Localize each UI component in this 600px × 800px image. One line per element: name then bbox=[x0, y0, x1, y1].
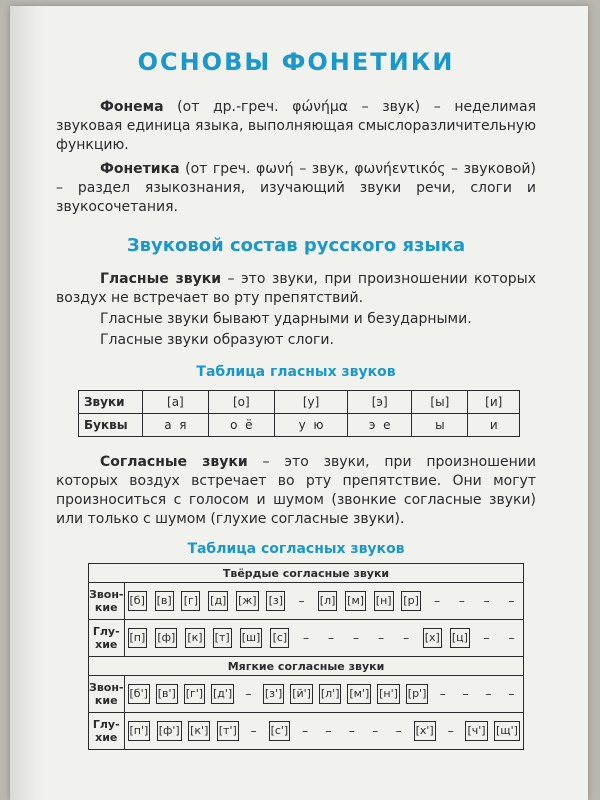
soft-voiced-row bbox=[89, 676, 524, 713]
phoneme-text: (от др.-греч. φώνήμα – звук) – неделимая звуковая единица языка, выполняющая смыслоразличительную функцию. bbox=[56, 99, 536, 153]
consonant-sound: – bbox=[508, 594, 515, 608]
consonant-sound: – bbox=[353, 631, 360, 645]
consonant-sound: [ф] bbox=[155, 628, 177, 648]
vowel-sounds-row bbox=[79, 391, 520, 414]
vowel-letters: ы bbox=[412, 414, 468, 437]
vowel-table-title: Таблица гласных звуков bbox=[196, 364, 396, 380]
vowel-letters: у ю bbox=[274, 414, 347, 437]
phoneme-term: Фонема bbox=[100, 99, 164, 115]
vowel-sound: [ы] bbox=[412, 391, 468, 414]
consonant-sound: [ц] bbox=[450, 628, 470, 648]
page-content bbox=[56, 0, 536, 750]
vowels-syllable-line: Гласные звуки образуют слоги. bbox=[100, 332, 334, 348]
soft-voiced-cells bbox=[124, 676, 524, 713]
voiced-label bbox=[89, 583, 125, 620]
letters-label: Буквы bbox=[79, 414, 143, 437]
sounds-label: Звуки bbox=[79, 391, 143, 414]
vowel-letters: о ё bbox=[208, 414, 274, 437]
consonant-sound: [в] bbox=[155, 591, 174, 611]
consonant-sound: – bbox=[372, 724, 379, 738]
vowel-sound: [и] bbox=[468, 391, 520, 414]
page-title: ОСНОВЫ ФОНЕТИКИ bbox=[137, 48, 455, 76]
phonetics-text: (от греч. φωνή – звук, φωνήεντικός – звуковой) – раздел языкознания, изучающий звуки речи, слоги и звукосочетания. bbox=[56, 161, 536, 215]
consonant-sound: [д'] bbox=[211, 684, 234, 704]
consonant-sound: – bbox=[447, 724, 454, 738]
consonant-sound: [с'] bbox=[269, 721, 291, 741]
consonant-sound: [н] bbox=[374, 591, 394, 611]
vowel-letters: и bbox=[468, 414, 520, 437]
consonant-sound: [х'] bbox=[414, 721, 436, 741]
vowel-table bbox=[78, 390, 520, 437]
consonant-sound: [б] bbox=[128, 591, 147, 611]
hard-voiceless-row bbox=[89, 620, 524, 657]
phoneme-definition bbox=[56, 98, 536, 155]
consonant-sound: [ж] bbox=[236, 591, 259, 611]
consonant-sound: [д] bbox=[208, 591, 228, 611]
consonant-sound: – bbox=[348, 724, 355, 738]
consonant-sound: [т'] bbox=[217, 721, 239, 741]
vowel-sound: [у] bbox=[274, 391, 347, 414]
consonant-sound: – bbox=[483, 631, 490, 645]
soft-consonants-header: Мягкие согласные звуки bbox=[89, 657, 524, 676]
consonant-sound: – bbox=[439, 687, 446, 701]
section-title: Звуковой состав русского языка bbox=[126, 235, 466, 256]
consonant-sound: [м] bbox=[345, 591, 366, 611]
consonant-sound: – bbox=[250, 724, 257, 738]
consonant-sound: [к'] bbox=[188, 721, 210, 741]
consonant-sound: [к] bbox=[185, 628, 204, 648]
consonant-sound: [г'] bbox=[184, 684, 205, 704]
consonant-sound: – bbox=[485, 687, 492, 701]
vowels-definition bbox=[56, 270, 536, 308]
consonant-sound: [й'] bbox=[290, 684, 313, 704]
consonant-sound: – bbox=[328, 631, 334, 645]
consonant-sound: – bbox=[298, 594, 305, 608]
voiced-label-text: Звон-кие bbox=[89, 681, 124, 707]
consonant-sound: [л'] bbox=[319, 684, 342, 704]
hard-voiceless-cells bbox=[124, 620, 524, 657]
consonant-sound: [ш] bbox=[240, 628, 263, 648]
phonetics-definition bbox=[56, 160, 536, 217]
consonants-term: Согласные звуки bbox=[100, 454, 248, 470]
voiceless-label bbox=[89, 620, 125, 657]
soft-header-row bbox=[89, 657, 524, 676]
consonant-sound: – bbox=[403, 631, 410, 645]
consonant-sound: [з'] bbox=[263, 684, 284, 704]
hard-voiced-cells bbox=[124, 583, 524, 620]
consonant-sound: [м'] bbox=[347, 684, 371, 704]
vowel-sound: [о] bbox=[208, 391, 274, 414]
vowels-text: – это звуки, при произношении которых воздух не встречает во рту препятствий. bbox=[56, 271, 536, 306]
consonant-sound: – bbox=[508, 687, 515, 701]
book-spine bbox=[10, 6, 48, 800]
hard-header-row bbox=[89, 564, 524, 583]
consonant-sound: [т] bbox=[213, 628, 232, 648]
consonant-sound: [в'] bbox=[156, 684, 178, 704]
soft-voiceless-row bbox=[89, 713, 524, 750]
hard-consonants-header: Твёрдые согласные звуки bbox=[89, 564, 524, 583]
voiced-label bbox=[89, 676, 125, 713]
vowels-stress-line: Гласные звуки бывают ударными и безударными. bbox=[100, 311, 472, 327]
consonant-sound: – bbox=[508, 631, 515, 645]
vowel-letters: э е bbox=[348, 414, 412, 437]
consonant-sound: [г] bbox=[181, 591, 200, 611]
consonant-sound: – bbox=[462, 687, 469, 701]
consonant-table bbox=[88, 563, 524, 750]
voiceless-label bbox=[89, 713, 125, 750]
vowels-term: Гласные звуки bbox=[100, 271, 222, 287]
consonants-text: – это звуки, при произношении которых воздух встречает во рту препятствие. Они могут произноситься с голосом и шумом (звонкие согласные звуки) или только с шумом (глухие согласные звуки). bbox=[56, 454, 537, 527]
consonant-sound: – bbox=[483, 594, 490, 608]
consonant-sound: [п] bbox=[128, 628, 148, 648]
voiced-label-text: Звон-кие bbox=[89, 588, 124, 614]
consonant-sound: – bbox=[325, 724, 332, 738]
consonant-sound: [н'] bbox=[377, 684, 400, 704]
consonant-sound: – bbox=[434, 594, 441, 608]
consonant-sound: [п'] bbox=[128, 721, 151, 741]
consonant-sound: [р] bbox=[401, 591, 421, 611]
consonant-sound: [х] bbox=[423, 628, 442, 648]
consonant-sound: [з] bbox=[266, 591, 285, 611]
soft-voiceless-cells bbox=[124, 713, 524, 750]
voiceless-label-text: Глу-хие bbox=[92, 625, 120, 651]
consonant-sound: [щ'] bbox=[494, 721, 520, 741]
consonant-sound: [ф'] bbox=[157, 721, 182, 741]
voiceless-label-text: Глу-хие bbox=[92, 718, 120, 744]
consonant-sound: – bbox=[395, 724, 402, 738]
consonant-table-title: Таблица согласных звуков bbox=[187, 541, 405, 557]
consonant-sound: [с] bbox=[270, 628, 289, 648]
vowel-letters-row bbox=[79, 414, 520, 437]
consonant-sound: – bbox=[378, 631, 385, 645]
consonant-sound: [л] bbox=[318, 591, 338, 611]
consonants-definition bbox=[56, 453, 536, 529]
consonant-sound: [б'] bbox=[128, 684, 150, 704]
consonant-sound: [р'] bbox=[406, 684, 429, 704]
hard-voiced-row bbox=[89, 583, 524, 620]
consonant-sound: – bbox=[245, 687, 252, 701]
consonant-sound: – bbox=[302, 631, 309, 645]
consonant-sound: – bbox=[302, 724, 309, 738]
consonant-sound: [ч'] bbox=[465, 721, 487, 741]
phonetics-term: Фонетика bbox=[100, 161, 180, 177]
vowel-sound: [а] bbox=[143, 391, 209, 414]
vowel-letters: а я bbox=[143, 414, 209, 437]
vowel-sound: [э] bbox=[348, 391, 412, 414]
consonant-sound: – bbox=[458, 594, 465, 608]
